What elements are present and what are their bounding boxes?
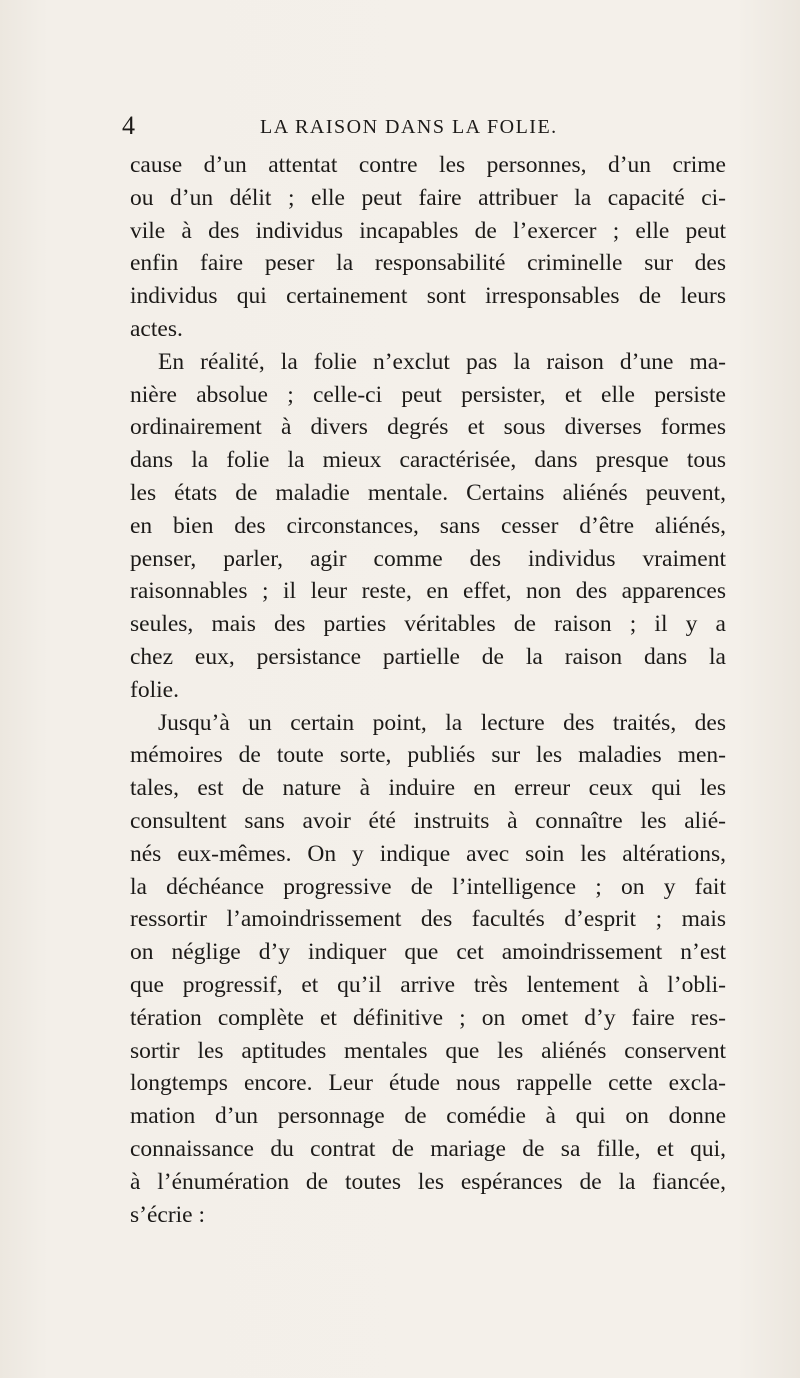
text-line: enfin faire peser la responsabilité criminelle sur des [130,250,726,277]
text-line: mation d’un personnage de comédie à qui on donne [130,1103,726,1130]
page-header [0,111,800,141]
text-line: connaissance du contrat de mariage de sa fille, et qui, [130,1135,726,1162]
text-line: à l’énumération de toutes les espérances de la fiancée, [130,1168,726,1195]
text-line: tales, est de nature à induire en erreur ceux qui les [130,775,726,802]
text-line: en bien des circonstances, sans cesser d’être aliénés, [130,512,726,539]
text-line: les états de maladie mentale. Certains aliénés peuvent, [130,479,726,506]
text-line: folie. [130,676,179,703]
text-line: vile à des individus incapables de l’exercer ; elle peut [130,217,726,244]
text-line: consultent sans avoir été instruits à connaître les alié- [130,807,726,834]
text-line: longtemps encore. Leur étude nous rappelle cette excla- [130,1070,726,1097]
text-line: la déchéance progressive de l’intelligence ; on y fait [130,873,726,900]
running-title: LA RAISON DANS LA FOLIE. [260,116,558,138]
text-line: cause d’un attentat contre les personnes, d’un crime [130,152,726,178]
text-line: s’écrie : [130,1201,206,1228]
text-line: mémoires de toute sorte, publiés sur les maladies men- [130,742,726,769]
text-line: individus qui certainement sont irresponsables de leurs [130,283,726,310]
body-text [130,149,726,1231]
text-line: on néglige d’y indiquer que cet amoindrissement n’est [130,939,726,966]
text-line: Jusqu’à un certain point, la lecture des traités, des [158,709,726,736]
text-line: nière absolue ; celle-ci peut persister, et elle persiste [130,381,726,408]
text-line: sortir les aptitudes mentales que les aliénés conservent [130,1037,726,1064]
text-line: tération complète et définitive ; on omet d’y faire res- [130,1004,726,1031]
text-line: ou d’un délit ; elle peut faire attribuer la capacité ci- [130,184,726,211]
text-line: ressortir l’amoindrissement des facultés d’esprit ; mais [130,906,726,933]
text-line: dans la folie la mieux caractérisée, dans presque tous [130,447,726,474]
text-line: penser, parler, agir comme des individus vraiment [130,545,726,572]
text-line: ordinairement à divers degrés et sous diverses formes [130,414,726,441]
text-line: nés eux-mêmes. On y indique avec soin les altérations, [130,840,726,867]
text-line: que progressif, et qu’il arrive très lentement à l’obli- [130,971,726,998]
text-line: actes. [130,315,183,342]
text-line: seules, mais des parties véritables de raison ; il y a [130,611,726,638]
text-line: En réalité, la folie n’exclut pas la raison d’une ma- [158,348,726,375]
text-line: chez eux, persistance partielle de la raison dans la [130,643,726,670]
page-number: 4 [122,111,135,140]
text-line: raisonnables ; il leur reste, en effet, non des apparences [130,578,726,605]
